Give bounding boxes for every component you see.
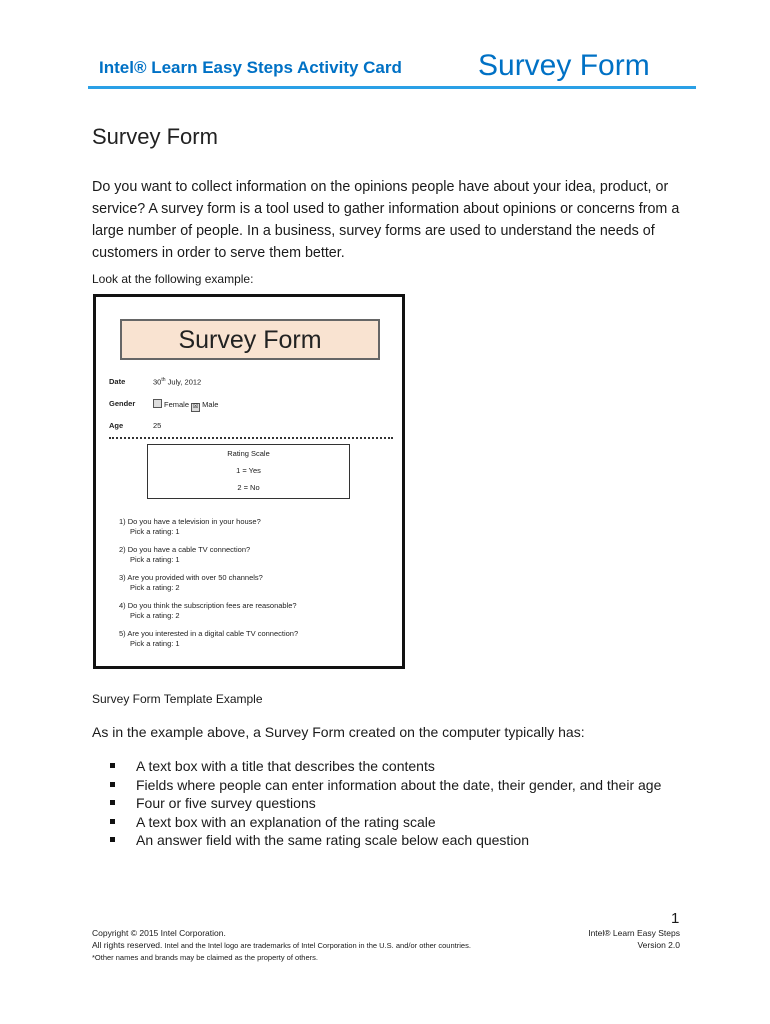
list-item: Fields where people can enter information about the date, their gender, and their age (110, 776, 661, 795)
header-divider (88, 86, 696, 89)
list-item: An answer field with the same rating scale below each question (110, 831, 661, 850)
figure-dotted-divider (109, 437, 393, 439)
female-checkbox-icon (153, 399, 162, 408)
rating-yes: 1 = Yes (236, 466, 261, 475)
figure-title-box: Survey Form (120, 319, 380, 360)
figure-date-label: Date (109, 377, 126, 386)
figure-age-label: Age (109, 421, 124, 430)
page-title: Survey Form (92, 124, 218, 149)
bullet-square-icon (110, 819, 115, 824)
figure-gender-label: Gender (109, 399, 136, 408)
list-item: Four or five survey questions (110, 794, 661, 813)
bullet-square-icon (110, 800, 115, 805)
rating-scale-title: Rating Scale (227, 449, 270, 458)
feature-list (110, 757, 661, 850)
footer-other-names: *Other names and brands may be claimed as the property of others. (92, 953, 318, 962)
intro-paragraph: Do you want to collect information on the opinions people have about your idea, product, or service? A survey form is a tool used to gather information about opinions or concerns from a large number of people. In a business, survey forms are used to understand the needs of customers in order to serve them better. (92, 179, 680, 261)
summary-lead-in: As in the example above, a Survey Form created on the computer typically has: (92, 724, 585, 740)
figure-age-value: 25 (153, 421, 162, 430)
bullet-square-icon (110, 782, 115, 787)
figure-rating-scale-box (147, 444, 350, 499)
footer-copyright: Copyright © 2015 Intel Corporation. (92, 928, 226, 938)
list-item: A text box with a title that describes the contents (110, 757, 661, 776)
page-number: 1 (671, 910, 680, 927)
figure-question: 3) Are you provided with over 50 channels? Pick a rating: 2 (119, 573, 263, 592)
rating-no: 2 = No (237, 483, 260, 492)
figure-gender-options: Female ☒ Male (153, 399, 218, 412)
figure-question: 4) Do you think the subscription fees are reasonable? Pick a rating: 2 (119, 601, 297, 620)
figure-question: 2) Do you have a cable TV connection? Pick a rating: 1 (119, 545, 251, 564)
figure-question: 1) Do you have a television in your house? Pick a rating: 1 (119, 517, 261, 536)
male-checkbox-checked-icon: ☒ (192, 404, 199, 410)
bullet-square-icon (110, 837, 115, 842)
list-item: A text box with an explanation of the rating scale (110, 813, 661, 832)
figure-caption: Survey Form Template Example (92, 692, 263, 706)
header-activity-card-title: Intel® Learn Easy Steps Activity Card (99, 58, 402, 77)
survey-form-example-figure (93, 294, 405, 669)
figure-question: 5) Are you interested in a digital cable TV connection? Pick a rating: 1 (119, 629, 299, 648)
footer-version: Version 2.0 (637, 940, 680, 950)
bullet-square-icon (110, 763, 115, 768)
footer-product: Intel® Learn Easy Steps (588, 928, 680, 938)
header-survey-form-title: Survey Form (478, 49, 650, 82)
example-lead-in: Look at the following example: (92, 272, 254, 286)
footer-rights: All rights reserved. Intel and the Intel logo are trademarks of Intel Corporation in the U.S. and/or other countries. (92, 940, 471, 950)
figure-date-value: 30th July, 2012 (153, 377, 202, 387)
